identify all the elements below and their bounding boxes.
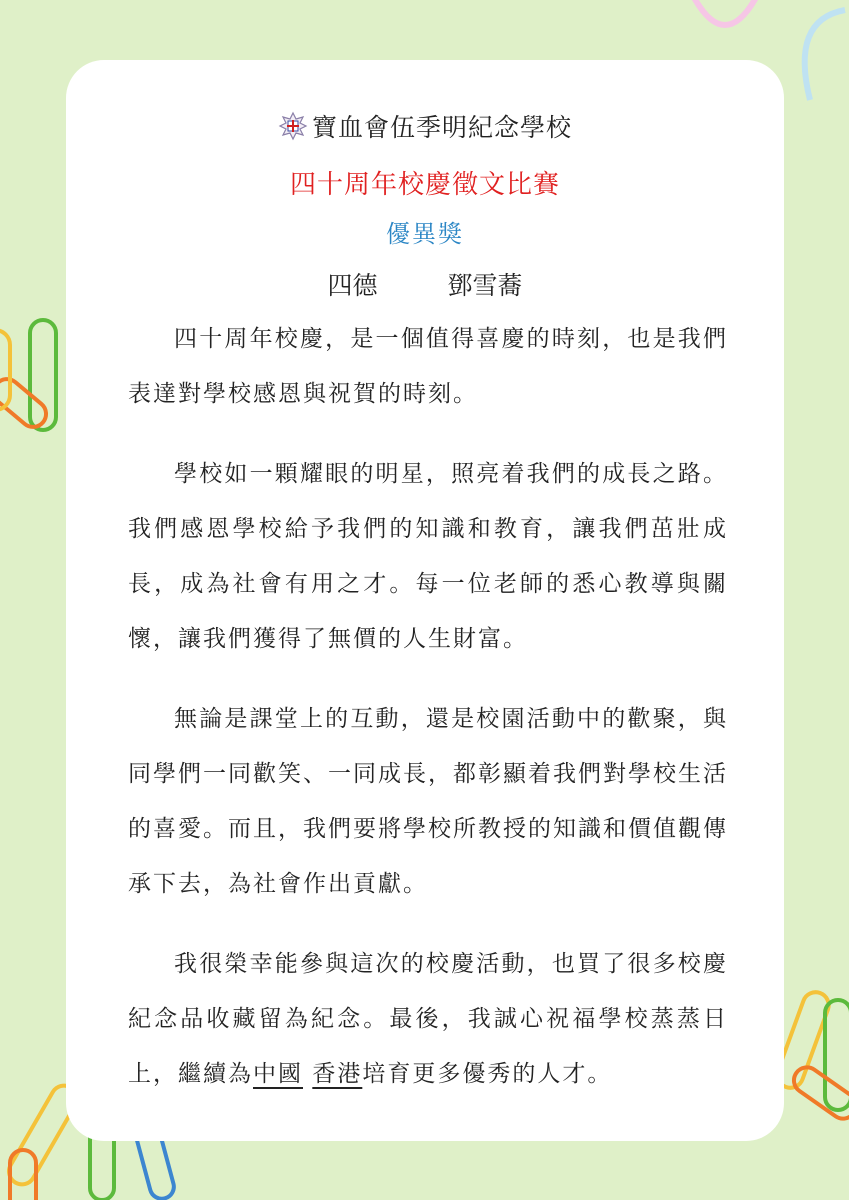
essay-paragraph: 四十周年校慶，是一個值得喜慶的時刻，也是我們表達對學校感恩與祝賀的時刻。 xyxy=(128,326,728,407)
award-label: 優異獎 xyxy=(386,220,464,248)
essay-body xyxy=(128,312,728,1127)
school-name: 寶血會伍季明紀念學校 xyxy=(311,113,572,142)
essay-paragraph: 學校如一顆耀眼的明星，照亮着我們的成長之路。我們感恩學校給予我們的知識和教育，讓我們茁壯成長，成為社會有用之才。每一位老師的悉心教導與關懷，讓我們獲得了無價的人生財富。 xyxy=(128,461,728,652)
place-name-china: 中國 xyxy=(253,1061,303,1087)
place-name-hong-kong: 香港 xyxy=(312,1061,363,1087)
essay-text: 培育更多優秀的人才。 xyxy=(362,1061,613,1087)
school-header xyxy=(66,108,784,144)
student-name: 鄧雪蕎 xyxy=(447,271,523,300)
essay-text: 我很榮幸能參與這次的校慶活動，也買了很多校慶紀念品收藏留為紀念。最後，我誠心祝福學校蒸蒸日上，繼續為 xyxy=(128,951,728,1087)
essay-paragraph xyxy=(128,937,728,1102)
essay-paragraph: 無論是課堂上的互動，還是校園活動中的歡聚，與同學們一同歡笑、一同成長，都彰顯着我們對學校生活的喜愛。而且，我們要將學校所教授的知識和價值觀傳承下去，為社會作出貢獻。 xyxy=(128,706,728,897)
heart-outline-decoration xyxy=(790,0,849,110)
heart-outline-decoration xyxy=(680,0,770,60)
essay-card xyxy=(66,60,784,1141)
paperclip-decoration xyxy=(0,310,66,490)
contest-title: 四十周年校慶徵文比賽 xyxy=(289,170,560,200)
author-line xyxy=(66,266,784,302)
school-logo-icon xyxy=(278,111,308,141)
student-class: 四德 xyxy=(327,271,378,300)
